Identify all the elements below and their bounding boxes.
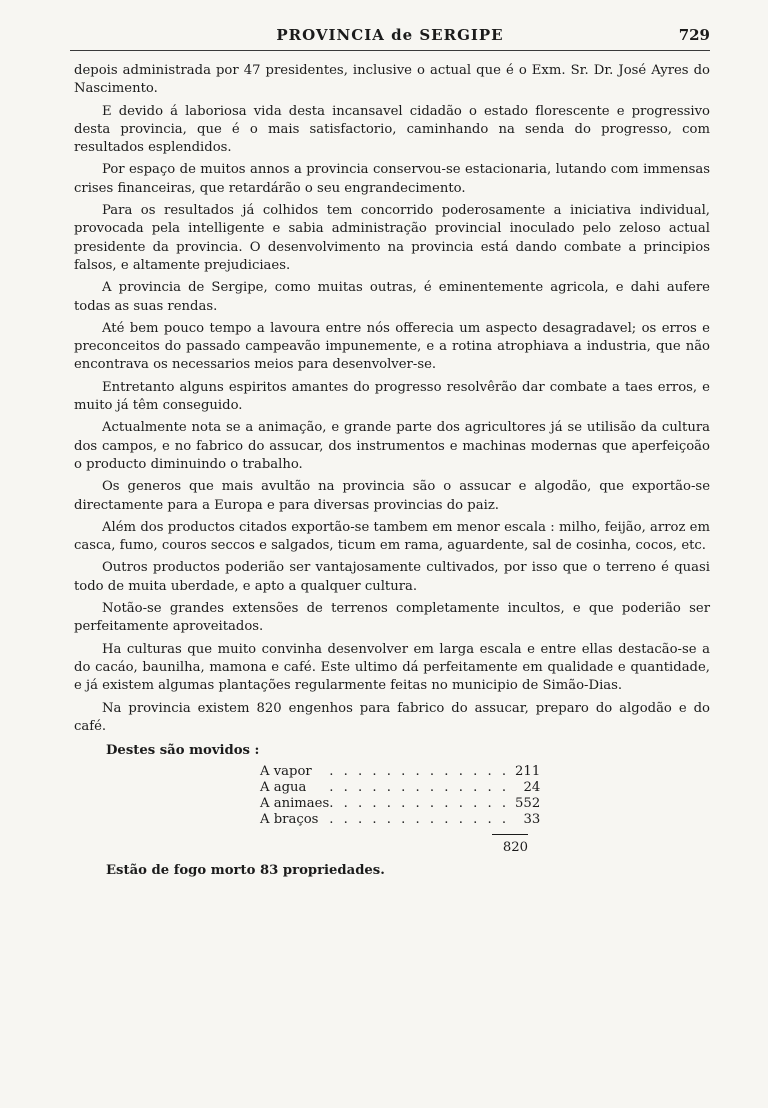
row-label: A animaes — [260, 796, 330, 812]
table-row — [260, 812, 540, 828]
paragraph: E devido á laboriosa vida desta incansavel cidadão o estado florescente e progressivo desta provincia, que é o mais satisfactorio, caminhando na senda do progresso, com resultados esplendidos. — [74, 103, 710, 156]
page-number: 729 — [678, 26, 710, 44]
row-label: A vapor — [260, 764, 312, 780]
row-value: 552 — [515, 796, 541, 812]
paragraph: Os generos que mais avultão na provincia são o assucar e algodão, que exportão-se directamente para a Europa e para diversas provincias do paiz. — [74, 479, 710, 513]
paragraph: Por espaço de muitos annos a provincia conservou-se estacionaria, lutando com immensas crises financeiras, que retardárão o seu engrandecimento. — [74, 162, 710, 196]
row-value: 211 — [515, 764, 541, 780]
paragraph: Na provincia existem 820 engenhos para fabrico do assucar, preparo do algodão e do café. — [74, 700, 710, 734]
total-rule — [492, 834, 528, 835]
paragraph: Ha culturas que muito convinha desenvolver em larga escala e entre ellas destacão-se a do cacáo, baunilha, mamona e café. Este ultimo dá perfeitamente em qualidade e quantidade, e já existem algumas plantações regularmente feitas no municipio de Simão-Dias. — [74, 641, 710, 694]
dot-leader: . . . . . . . . . . . . . — [329, 796, 510, 812]
paragraph: Notão-se grandes extensões de terrenos completamente incultos, e que poderião ser perfeitamente aproveitados. — [74, 601, 710, 635]
table-row — [260, 796, 540, 812]
row-label: A braços — [260, 812, 319, 828]
row-value: 24 — [523, 780, 541, 796]
movidos-label: Destes são movidos : — [106, 743, 260, 759]
paragraph: Até bem pouco tempo a lavoura entre nós offerecia um aspecto desagradavel; os erros e preconceitos do passado campeavão impunemente, e a rotina atrophiava a industria, que não encontrava os necessarios meios para desenvolver-se. — [74, 320, 710, 373]
paragraph: Outros productos poderião ser vantajosamente cultivados, por isso que o terreno é quasi todo de muita uberdade, e apto a qualquer cultura. — [74, 560, 710, 594]
paragraph: Além dos productos citados exportão-se tambem em menor escala : milho, feijão, arroz em casca, fumo, couros seccos e salgados, ticum em rama, aguardente, sal de cosinha, cocos, etc. — [74, 519, 710, 554]
paragraph: Actualmente nota se a animação, e grande parte dos agricultores já se utilisão da cultura dos campos, e no fabrico do assucar, dos instrumentos e machinas modernas que aperfeiçoão o producto diminuindo o trabalho. — [74, 420, 710, 472]
paragraph: A provincia de Sergipe, como muitas outras, é eminentemente agricola, e dahi aufere todas as suas rendas. — [74, 280, 710, 314]
page-header — [70, 26, 710, 50]
body-text — [74, 62, 710, 880]
table-row — [260, 764, 540, 780]
paragraph: Entretanto alguns espiritos amantes do progresso resolvêrão dar combate a taes erros, e muito já têm conseguido. — [74, 379, 710, 414]
movidos-table — [260, 764, 540, 828]
header-rule — [70, 50, 710, 51]
total-value: 820 — [502, 840, 528, 856]
paragraph: Para os resultados já colhidos tem concorrido poderosamente a iniciativa individual, provocada pela intelligente e sabia administração provincial inoculado pelo zeloso actual presidente da provincia. O desenvolvimento na provincia está dando combate a principios falsos, e altamente prejudiciaes. — [74, 203, 710, 273]
dot-leader: . . . . . . . . . . . . . — [329, 780, 510, 796]
dot-leader: . . . . . . . . . . . . . — [329, 812, 510, 828]
fogo-morto-line: Estão de fogo morto 83 propriedades. — [106, 862, 385, 878]
table-row — [260, 780, 540, 796]
row-label: A agua — [260, 780, 307, 796]
running-title: PROVINCIA de SERGIPE — [276, 26, 504, 44]
paragraph: depois administrada por 47 presidentes, inclusive o actual que é o Exm. Sr. Dr. José Ayres do Nascimento. — [74, 63, 710, 97]
row-value: 33 — [523, 812, 541, 828]
dot-leader: . . . . . . . . . . . . . — [329, 764, 510, 780]
